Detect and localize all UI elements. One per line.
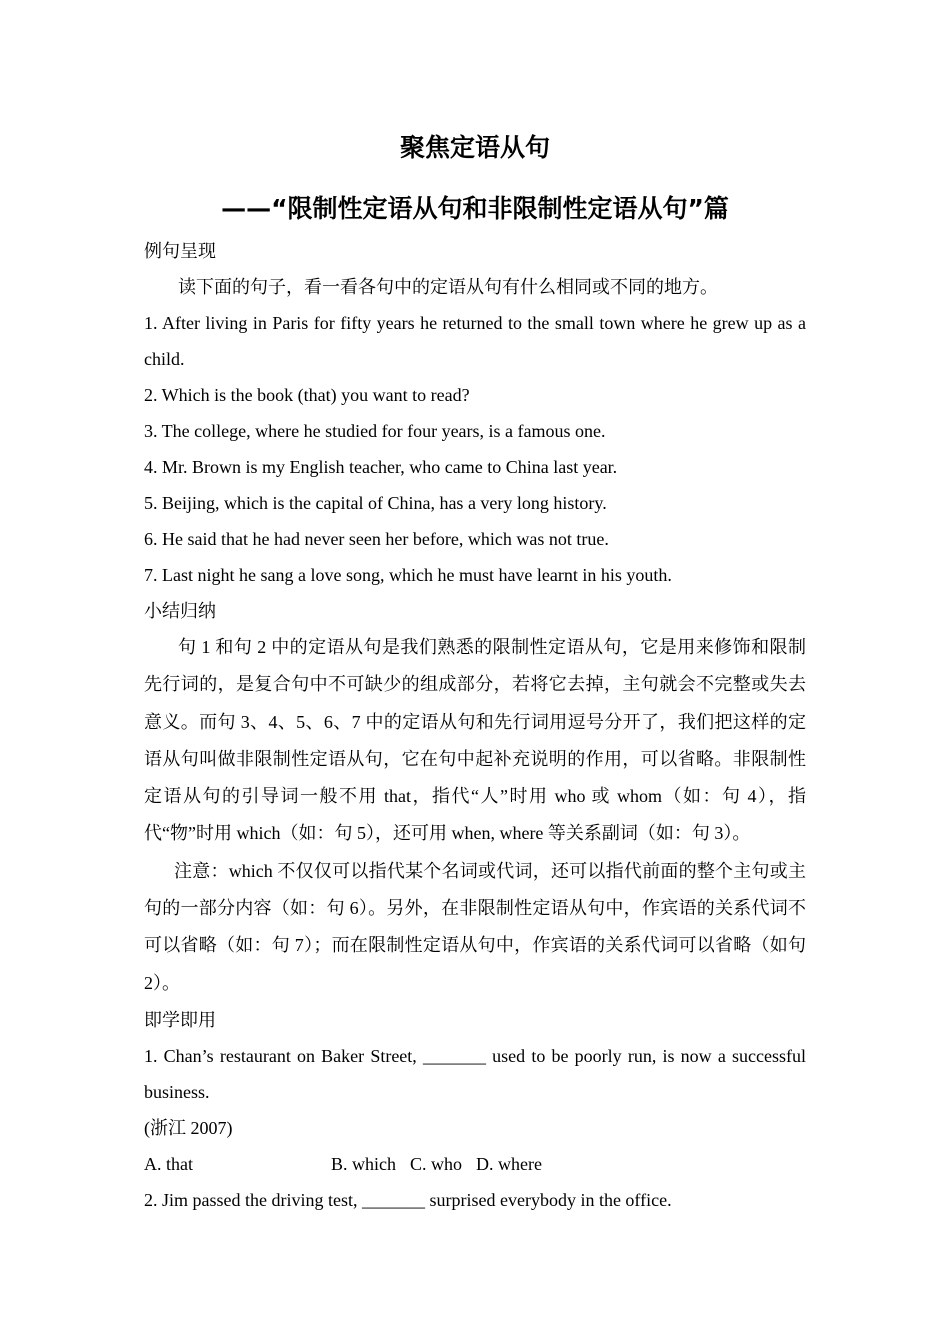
example-sentence-7: 7. Last night he sang a love song, which he must have learnt in his youth. — [144, 565, 672, 585]
option-a: A. that — [144, 1153, 193, 1174]
section-heading-examples: 例句呈现 — [144, 241, 216, 261]
document-content — [144, 126, 806, 1218]
example-sentence-3: 3. The college, where he studied for four years, is a famous one. — [144, 421, 606, 441]
example-sentence-2: 2. Which is the book (that) you want to read? — [144, 385, 470, 405]
question-1-source: (浙江 2007) — [144, 1117, 233, 1138]
page-subtitle: ——“限制性定语从句和非限制性定语从句”篇 — [221, 194, 729, 223]
example-sentence-1: 1. After living in Paris for fifty years he returned to the small town where he grew up as a child. — [144, 313, 806, 369]
page-title: 聚焦定语从句 — [399, 133, 550, 162]
example-sentence-5: 5. Beijing, which is the capital of China, has a very long history. — [144, 493, 607, 513]
option-d: D. where — [476, 1153, 542, 1174]
question-1-options — [144, 1146, 806, 1182]
examples-intro: 读下面的句子，看一看各句中的定语从句有什么相同或不同的地方。 — [178, 277, 718, 297]
example-sentence-4: 4. Mr. Brown is my English teacher, who came to China last year. — [144, 457, 618, 477]
option-c: C. who — [410, 1153, 463, 1174]
section-heading-practice: 即学即用 — [144, 1009, 216, 1030]
section-heading-summary: 小结归纳 — [144, 601, 216, 621]
summary-paragraph-2: 注意：which 不仅仅可以指代某个名词或代词，还可以指代前面的整个主句或主句的一部分内容（如：句 6）。另外，在非限制性定语从句中，作宾语的关系代词不可以省略（如：句 7）；而在限制性定语从句中，作宾语的关系代词可以省略（如句 2）。 — [144, 860, 806, 993]
option-b: B. which — [331, 1153, 396, 1174]
example-sentence-6: 6. He said that he had never seen her before, which was not true. — [144, 529, 609, 549]
question-1-text: 1. Chan’s restaurant on Baker Street, _______ used to be poorly run, is now a successful business. — [144, 1045, 806, 1102]
question-2-text: 2. Jim passed the driving test, _______ surprised everybody in the office. — [144, 1189, 672, 1210]
summary-paragraph-1: 句 1 和句 2 中的定语从句是我们熟悉的限制性定语从句，它是用来修饰和限制先行词的，是复合句中不可缺少的组成部分，若将它去掉，主句就会不完整或失去意义。而句 3、4、5、6、7 中的定语从句和先行词用逗号分开了，我们把这样的定语从句叫做非限制性定语从句，它在句中起补充说明的作用，可以省略。非限制性定语从句的引导词一般不用 that，指代“人”时用 who 或 whom（如：句 4），指代“物”时用 which（如：句 5），还可用 when, where 等关系副词（如：句 3）。 — [144, 637, 806, 844]
